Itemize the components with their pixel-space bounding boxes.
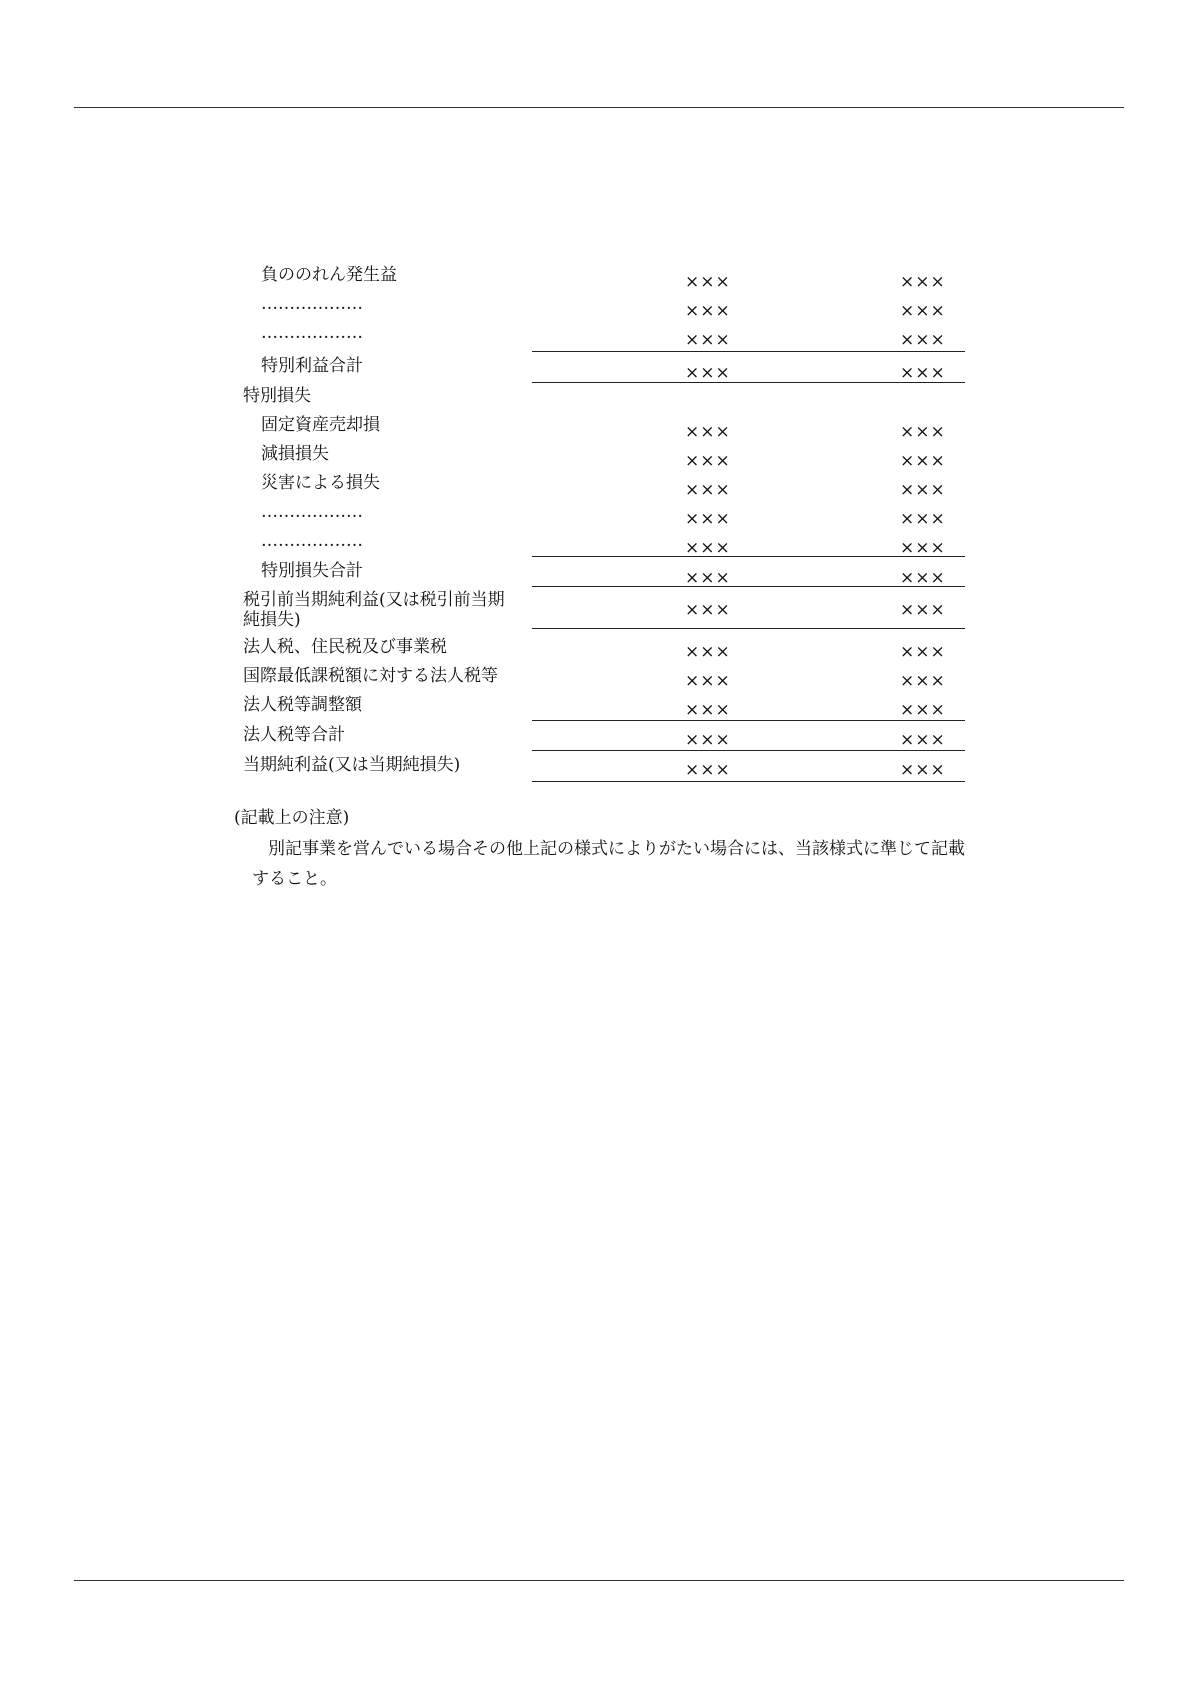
prior-period-value: ××× (900, 760, 946, 780)
row-label: 法人税等合計 (243, 725, 345, 745)
prior-period-value: ××× (900, 422, 946, 442)
row-label: 減損損失 (261, 444, 329, 464)
row-label: ……………… (261, 294, 363, 314)
row-gain-negative-goodwill (0, 265, 1192, 295)
current-period-value: ××× (685, 600, 731, 620)
row-placeholder (0, 323, 1192, 353)
current-period-value: ××× (685, 538, 731, 558)
row-label: 当期純利益(又は当期純損失) (243, 755, 461, 775)
total-rule (532, 382, 965, 383)
prior-period-value: ××× (900, 671, 946, 691)
prior-period-value: ××× (900, 642, 946, 662)
row-label: ……………… (261, 531, 363, 551)
row-label: 災害による損失 (261, 473, 380, 493)
prior-period-value: ××× (900, 700, 946, 720)
subtotal-rule (532, 556, 965, 557)
prior-period-value: ××× (900, 509, 946, 529)
current-period-value: ××× (685, 480, 731, 500)
row-disaster-loss (0, 473, 1192, 503)
prior-period-value: ××× (900, 272, 946, 292)
current-period-value: ××× (685, 642, 731, 662)
current-period-value: ××× (685, 272, 731, 292)
notes-title: (記載上の注意) (234, 808, 350, 828)
prior-period-value: ××× (900, 480, 946, 500)
prior-period-value: ××× (900, 301, 946, 321)
row-label: 国際最低課税額に対する法人税等 (243, 666, 498, 686)
row-income-taxes (0, 637, 1192, 667)
row-placeholder (0, 294, 1192, 324)
row-label: 法人税等調整額 (243, 695, 362, 715)
total-rule (532, 586, 965, 587)
section-heading: 特別損失 (243, 386, 311, 406)
income-statement (0, 0, 1192, 800)
prior-period-value: ××× (900, 600, 946, 620)
current-period-value: ××× (685, 363, 731, 383)
current-period-value: ××× (685, 700, 731, 720)
current-period-value: ××× (685, 671, 731, 691)
current-period-value: ××× (685, 422, 731, 442)
row-label: 特別損失合計 (261, 561, 363, 581)
current-period-value: ××× (685, 760, 731, 780)
current-period-value: ××× (685, 451, 731, 471)
total-rule (532, 750, 965, 751)
prior-period-value: ××× (900, 451, 946, 471)
current-period-value: ××× (685, 330, 731, 350)
row-label: 負ののれん発生益 (261, 265, 397, 285)
total-rule (532, 628, 965, 629)
row-placeholder (0, 502, 1192, 532)
row-loss-on-sale-of-fixed-assets (0, 415, 1192, 445)
notes-section (234, 806, 974, 894)
row-impairment-loss (0, 444, 1192, 474)
prior-period-value: ××× (900, 330, 946, 350)
row-label: 税引前当期純利益(又は税引前当期純損失) (243, 590, 505, 630)
row-global-minimum-tax (0, 666, 1192, 696)
row-label: ……………… (261, 323, 363, 343)
current-period-value: ××× (685, 509, 731, 529)
row-label: 固定資産売却損 (261, 415, 380, 435)
current-period-value: ××× (685, 730, 731, 750)
prior-period-value: ××× (900, 363, 946, 383)
prior-period-value: ××× (900, 568, 946, 588)
current-period-value: ××× (685, 568, 731, 588)
row-label: ……………… (261, 502, 363, 522)
notes-body: 別記事業を営んでいる場合その他上記の様式によりがたい場合には、当該様式に準じて記載すること。 (252, 839, 965, 889)
footer-rule (74, 1580, 1124, 1581)
subtotal-rule (532, 351, 965, 352)
final-total-rule (532, 781, 965, 782)
row-label: 特別利益合計 (261, 356, 363, 376)
row-income-before-taxes (0, 590, 1192, 630)
row-label: 法人税、住民税及び事業税 (243, 637, 447, 657)
row-extraordinary-losses-heading (0, 386, 1192, 416)
prior-period-value: ××× (900, 730, 946, 750)
current-period-value: ××× (685, 301, 731, 321)
prior-period-value: ××× (900, 538, 946, 558)
subtotal-rule (532, 720, 965, 721)
